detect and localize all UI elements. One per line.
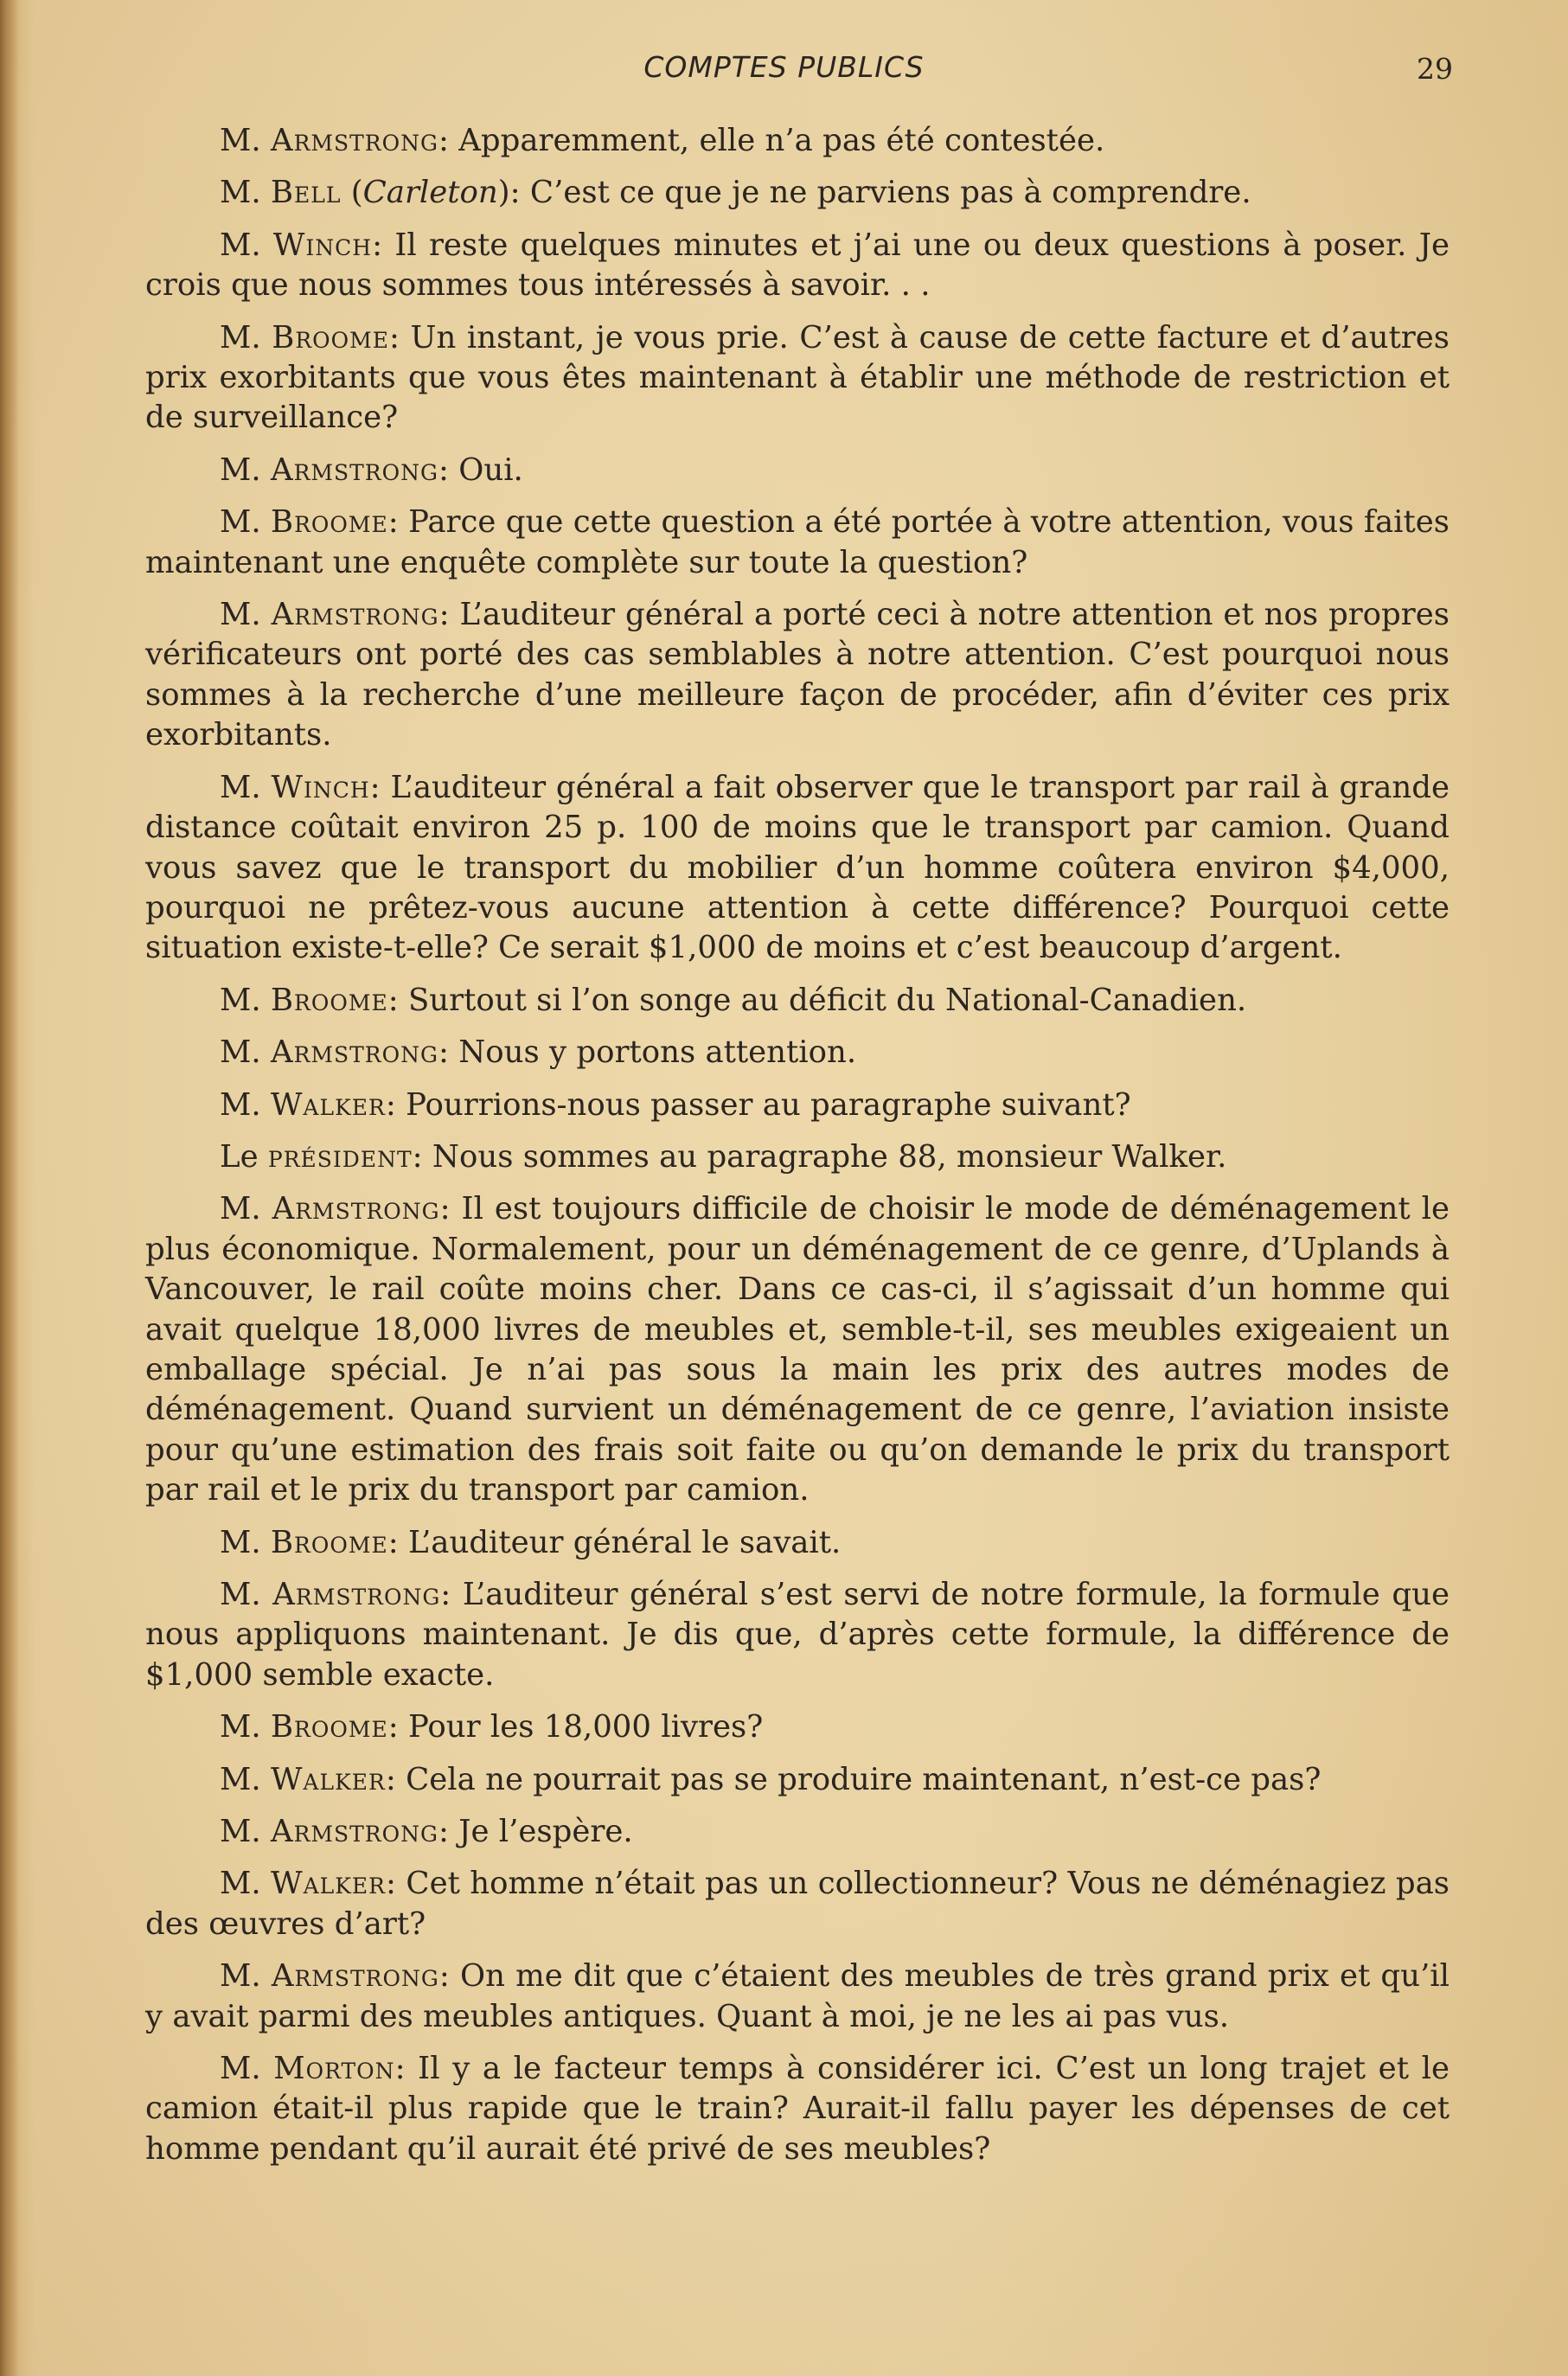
speaker-suffix: : [386, 1866, 396, 1902]
speaker-name: Armstrong [272, 1191, 440, 1227]
speaker-name: Armstrong [271, 597, 439, 633]
page-binding-edge [0, 0, 19, 2376]
speaker-suffix: : [438, 1958, 450, 1995]
speech-paragraph [145, 1086, 1450, 1125]
speech-text: Nous sommes au paragraphe 88, monsieur Walker. [432, 1138, 1227, 1175]
speech-text: On me dit que c’étaient des meubles de très grand prix et qu’il y avait parmi des meubles antiques. Quant à moi, je ne les ai pas vus. [145, 1958, 1450, 2034]
speaker-name: Armstrong [270, 1814, 438, 1850]
speaker-name: Broome [270, 1709, 388, 1745]
speech-text: L’auditeur général s’est servi de notre formule, la formule que nous appliquons maintenant. Je dis que, d’après cette formule, la différence de $1,000 semble exacte. [145, 1577, 1450, 1693]
speech-paragraph [145, 595, 1450, 756]
speaker-suffix: : [440, 1577, 451, 1612]
speaker-suffix: : [388, 319, 400, 355]
speech-text: L’auditeur général le savait. [407, 1524, 842, 1560]
speaker-honorific: M. [220, 1086, 261, 1123]
speaker-honorific: Le [220, 1138, 259, 1175]
speaker-suffix: : [372, 227, 383, 263]
speech-paragraph [145, 2049, 1450, 2169]
speaker-suffix: : [412, 1138, 423, 1175]
speaker-name: Armstrong [271, 1958, 439, 1995]
speech-paragraph [145, 1760, 1450, 1800]
speaker-honorific: M. [220, 1034, 261, 1071]
speaker-suffix: : [439, 1191, 451, 1227]
speech-paragraph [145, 503, 1450, 583]
speaker-suffix: : [385, 1761, 396, 1797]
speaker-suffix: : [394, 2051, 406, 2087]
speech-text: Il y a le facteur temps à considérer ici. C’est un long trajet et le camion était-il plus rapide que le train? Aurait-il fallu payer les dépenses de cet homme pendant qu’il aurait été privé de ses meubles? [145, 2051, 1450, 2167]
speech-text: Surtout si l’on songe au déficit du National-Canadien. [407, 982, 1247, 1018]
speaker-suffix: : [438, 123, 449, 158]
speaker-honorific: M. [220, 452, 261, 488]
speaker-honorific: M. [220, 504, 261, 541]
speaker-suffix: : [387, 1709, 399, 1745]
speaker-honorific: M. [220, 597, 261, 633]
speech-text: Parce que cette question a été portée à votre attention, vous faites maintenant une enquête complète sur toute la question? [145, 504, 1450, 580]
speaker-name: Walker [270, 1761, 386, 1797]
speaker-suffix: : [385, 1086, 396, 1123]
speaker-honorific: M. [220, 1577, 261, 1612]
page-number: 29 [1417, 52, 1453, 86]
speech-paragraph [145, 1033, 1450, 1073]
speaker-suffix: : [387, 504, 399, 541]
speaker-honorific: M. [220, 1524, 261, 1560]
speech-text: Il est toujours difficile de choisir le mode de déménagement le plus économique. Normalement, pour un déménagement de ce genre, d’Uplands à Vancouver, le rail coûte moins cher. Dans ce cas-ci, il s’agissait d’un homme qui avait quelque 18,000 livres de meubles et, semble-t-il, ses meubles exigeaient un emballage spécial. Je n’ai pas sous la main les prix des autres modes de déménagement. Quand survient un déménagement de ce genre, l’aviation insiste pour qu’une estimation des frais soit faite ou qu’on demande le prix du transport par rail et le prix du transport par camion. [145, 1191, 1450, 1508]
speech-paragraph [145, 173, 1450, 213]
speech-text: Cela ne pourrait pas se produire maintenant, n’est-ce pas? [406, 1761, 1322, 1797]
speaker-name: Winch [271, 769, 370, 805]
speech-text: Oui. [458, 452, 523, 488]
speaker-name: Armstrong [272, 1577, 441, 1612]
speech-text: C’est ce que je ne parviens pas à comprendre. [529, 175, 1251, 211]
speaker-suffix: : [438, 597, 450, 633]
speaker-name: Broome [270, 1524, 388, 1560]
speaker-suffix: : [438, 1034, 449, 1071]
speech-paragraph [145, 1864, 1450, 1944]
running-title: COMPTES PUBLICS [643, 50, 925, 84]
speaker-name: Winch [272, 227, 373, 263]
speech-paragraph [145, 318, 1450, 439]
speaker-name: Bell [270, 175, 342, 211]
speaker-suffix: : [438, 1814, 449, 1850]
speaker-name: Walker [270, 1086, 386, 1123]
speech-text: Apparemment, elle n’a pas été contestée. [458, 123, 1105, 158]
speaker-honorific: M. [220, 982, 261, 1018]
speech-paragraph [145, 1137, 1450, 1177]
speaker-honorific: M. [220, 1866, 261, 1902]
speech-paragraph [145, 981, 1450, 1021]
speech-text: Un instant, je vous prie. C’est à cause de cette facture et d’autres prix exorbitants que vous êtes maintenant à établir une méthode de restriction et de surveillance? [145, 319, 1450, 436]
speaker-honorific: M. [220, 227, 261, 263]
speech-paragraph [145, 1523, 1450, 1563]
speaker-name: Broome [271, 504, 388, 541]
speech-text: Pourrions-nous passer au paragraphe suivant? [406, 1086, 1131, 1123]
speaker-honorific: M. [220, 319, 261, 355]
speaker-name: Walker [271, 1866, 386, 1902]
speech-paragraph [145, 1575, 1450, 1695]
speech-paragraph [145, 226, 1450, 306]
speech-text: Je l’espère. [458, 1814, 633, 1850]
speech-text: L’auditeur général a porté ceci à notre attention et nos propres vérificateurs ont porté des cas semblables à notre attention. C’est pourquoi nous sommes à la recherche d’une meilleure façon de procéder, afin d’éviter ces prix exorbitants. [145, 597, 1450, 753]
speaker-honorific: M. [220, 123, 261, 158]
speaker-name: Armstrong [270, 1034, 438, 1071]
speaker-suffix: : [369, 769, 381, 805]
speech-paragraph [145, 1189, 1450, 1510]
page-header [0, 50, 1568, 92]
speaker-honorific: M. [220, 1191, 261, 1227]
speaker-name: président [267, 1138, 413, 1175]
speaker-suffix: : [387, 982, 399, 1018]
speech-paragraph [145, 768, 1450, 969]
speech-paragraph [145, 121, 1450, 161]
speech-paragraph [145, 1812, 1450, 1852]
speaker-name: Morton [273, 2051, 395, 2087]
speaker-name: Armstrong [270, 452, 438, 488]
speech-text: Pour les 18,000 livres? [407, 1709, 764, 1745]
speaker-honorific: M. [220, 1958, 261, 1995]
transcript-body [145, 121, 1450, 2181]
speaker-name: Broome [272, 319, 389, 355]
speaker-suffix: (Carleton): [341, 175, 521, 211]
speech-text: Nous y portons attention. [458, 1034, 857, 1071]
speech-paragraph [145, 451, 1450, 490]
speaker-honorific: M. [220, 1814, 261, 1850]
speaker-honorific: M. [220, 2051, 261, 2087]
speech-text: Il reste quelques minutes et j’ai une ou deux questions à poser. Je crois que nous sommes tous intéressés à savoir. . . [145, 227, 1450, 304]
speaker-name: Armstrong [270, 123, 438, 158]
speaker-suffix: : [387, 1524, 399, 1560]
speech-paragraph [145, 1957, 1450, 2037]
speech-text: L’auditeur général a fait observer que le transport par rail à grande distance coûtait environ 25 p. 100 de moins que le transport par camion. Quand vous savez que le transport du mobilier d’un homme coûtera environ $4,000, pourquoi ne prêtez-vous aucune attention à cette différence? Pourquoi cette situation existe-t-elle? Ce serait $1,000 de moins et c’est beaucoup d’argent. [145, 769, 1450, 966]
speaker-honorific: M. [220, 175, 261, 211]
speaker-honorific: M. [220, 1709, 261, 1745]
speech-text: Cet homme n’était pas un collectionneur? Vous ne déménagiez pas des œuvres d’art? [145, 1866, 1450, 1942]
speaker-suffix: : [438, 452, 449, 488]
speaker-honorific: M. [220, 1761, 261, 1797]
speaker-name: Broome [270, 982, 388, 1018]
speech-paragraph [145, 1707, 1450, 1747]
speaker-honorific: M. [220, 769, 261, 805]
